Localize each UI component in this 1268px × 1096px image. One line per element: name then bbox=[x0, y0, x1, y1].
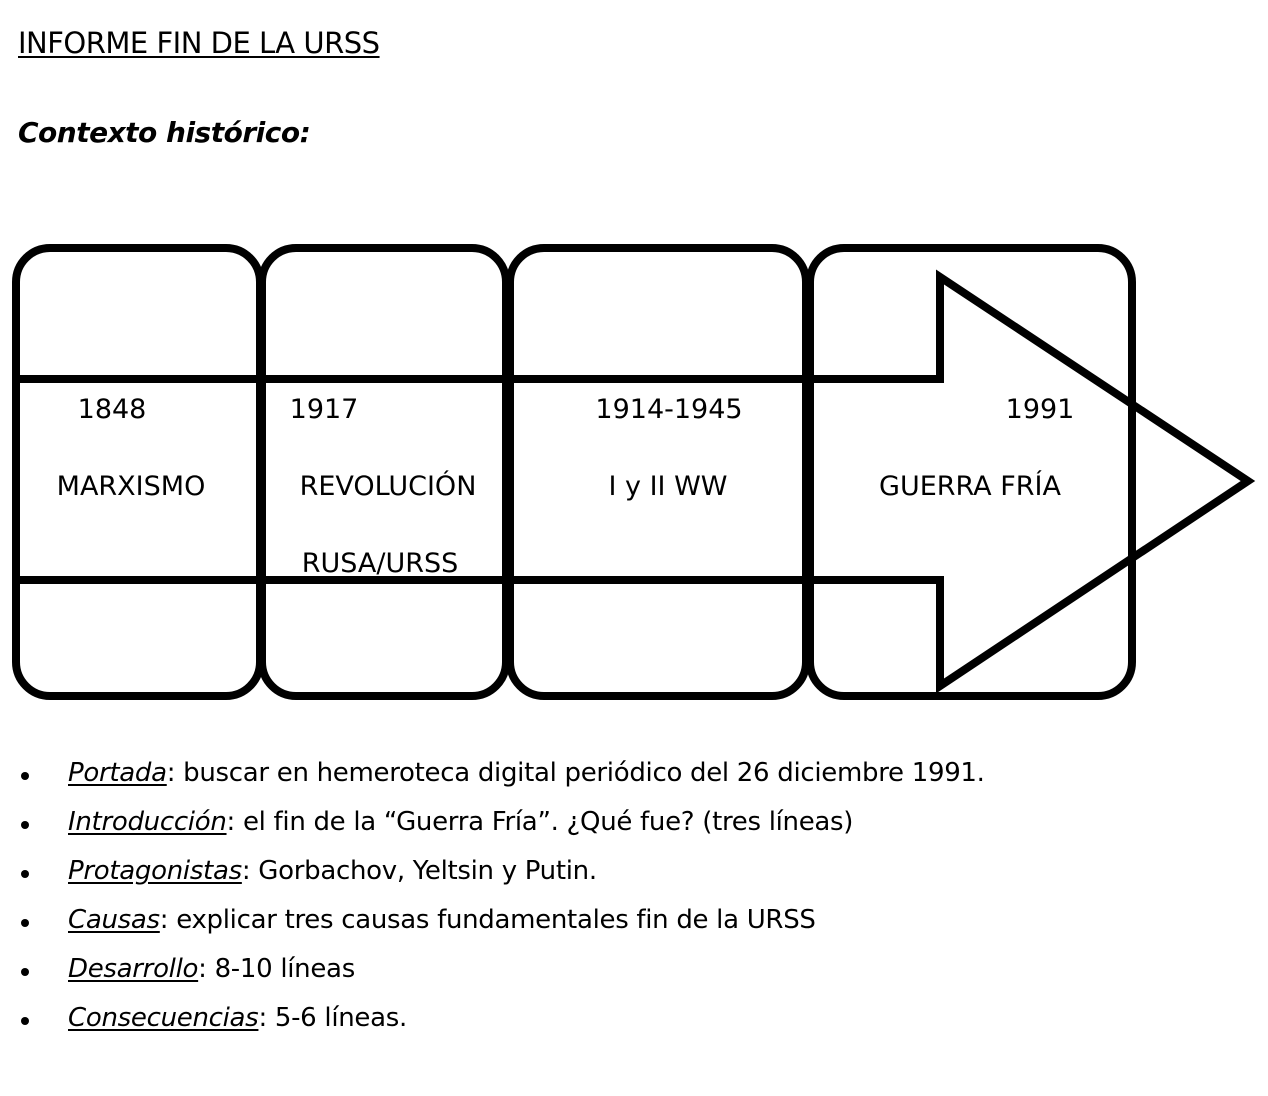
list-item-text bbox=[68, 1003, 407, 1033]
timeline-year-1: 1848 bbox=[77, 394, 147, 425]
page-title: INFORME FIN DE LA URSS bbox=[18, 26, 380, 60]
list-item-desc: : 8-10 líneas bbox=[198, 954, 355, 984]
list-item-desc: : explicar tres causas fundamentales fin de la URSS bbox=[159, 905, 816, 935]
timeline-label-2-line2: RUSA/URSS bbox=[301, 548, 459, 579]
list-item-text bbox=[68, 954, 355, 984]
timeline-label-2: REVOLUCIÓN bbox=[299, 471, 477, 502]
list-item-text bbox=[68, 856, 597, 886]
timeline-label-3: I y II WW bbox=[608, 471, 728, 502]
timeline-label-4: GUERRA FRÍA bbox=[879, 471, 1061, 502]
timeline-year-2: 1917 bbox=[289, 394, 359, 425]
bullet-icon bbox=[21, 870, 29, 878]
list-item-text bbox=[68, 905, 816, 935]
list-item-desc: : Gorbachov, Yeltsin y Putin. bbox=[241, 856, 597, 886]
list-item-term: Protagonistas bbox=[68, 856, 242, 886]
bullet-icon bbox=[21, 772, 29, 780]
list-item-term: Desarrollo bbox=[68, 954, 199, 984]
list-item-text bbox=[68, 758, 985, 788]
list-item-desc: : el fin de la “Guerra Fría”. ¿Qué fue? (tres líneas) bbox=[226, 807, 854, 837]
section-subtitle: Contexto histórico: bbox=[18, 116, 311, 149]
timeline-label-1: MARXISMO bbox=[56, 471, 206, 502]
bullet-icon bbox=[21, 919, 29, 927]
timeline-year-3: 1914-1945 bbox=[595, 394, 743, 425]
list-item-term: Introducción bbox=[68, 807, 227, 837]
bullet-icon bbox=[21, 821, 29, 829]
list-item-desc: : buscar en hemeroteca digital periódico del 26 diciembre 1991. bbox=[166, 758, 985, 788]
list-item-text bbox=[68, 807, 853, 837]
list-item-term: Portada bbox=[68, 758, 167, 788]
list-item-term: Consecuencias bbox=[68, 1003, 259, 1033]
timeline-year-4: 1991 bbox=[1005, 394, 1075, 425]
list-item-desc: : 5-6 líneas. bbox=[258, 1003, 407, 1033]
list-item-term: Causas bbox=[68, 905, 160, 935]
bullet-icon bbox=[21, 968, 29, 976]
bullet-icon bbox=[21, 1017, 29, 1025]
